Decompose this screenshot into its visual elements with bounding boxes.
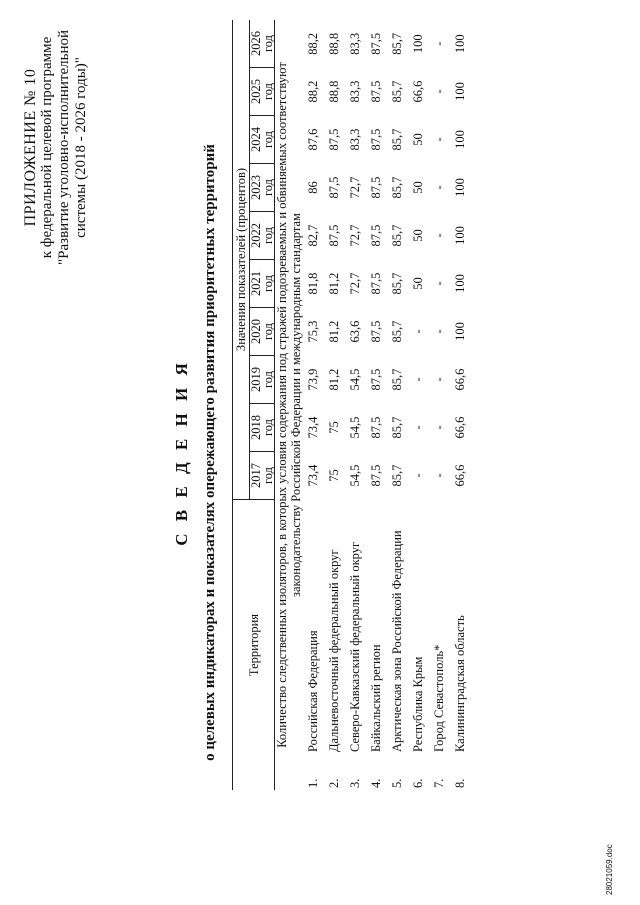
indicator-text: Количество следственных изоляторов, в которых условия содержания под стражей подозреваемых и обвиняемых соответствуют <box>275 62 289 748</box>
year-unit: год <box>261 418 275 437</box>
value-cell: 87,5 <box>369 80 383 103</box>
year-header <box>250 212 275 260</box>
year-header <box>250 404 275 452</box>
value-cell: 83,3 <box>348 32 362 55</box>
value-cell: 100 <box>453 130 467 149</box>
value-cell: 88,2 <box>306 32 320 55</box>
document-title: С В Е Д Е Н И Я <box>172 359 191 546</box>
value-cell: 73,4 <box>306 416 320 439</box>
territory-header-label: Территория <box>246 613 261 677</box>
value-cell: - <box>432 185 446 190</box>
year-header <box>250 20 275 68</box>
value-cell: 63,6 <box>348 320 362 343</box>
value-cell: 75 <box>327 469 341 482</box>
year-label: 2026 <box>249 31 263 56</box>
value-cell: 86 <box>306 181 320 194</box>
value-cell: 85,7 <box>390 80 404 103</box>
value-cell: 88,8 <box>327 80 341 103</box>
year-header <box>250 356 275 404</box>
value-cell: 100 <box>453 226 467 245</box>
indicators-table <box>232 20 471 790</box>
year-unit: год <box>261 226 275 245</box>
value-cell: 100 <box>453 274 467 293</box>
value-cell: 85,7 <box>390 464 404 487</box>
row-number: 7. <box>432 778 446 788</box>
value-cell: 87,5 <box>327 176 341 199</box>
value-cell: 75,3 <box>306 320 320 343</box>
value-cell: 72,7 <box>348 224 362 247</box>
territory-name: Республика Крым <box>411 656 425 752</box>
value-cell: 54,5 <box>348 464 362 487</box>
value-cell: 73,4 <box>306 464 320 487</box>
value-cell: 73,9 <box>306 368 320 391</box>
value-cell: 50 <box>411 133 425 146</box>
value-cell: 75 <box>327 421 341 434</box>
year-label: 2023 <box>249 175 263 200</box>
value-cell: 85,7 <box>390 32 404 55</box>
year-unit: год <box>261 130 275 149</box>
value-cell: - <box>411 377 425 382</box>
territory-name: Северо-Кавказский федеральный округ <box>348 541 362 752</box>
value-cell: 83,3 <box>348 80 362 103</box>
value-cell: 72,7 <box>348 176 362 199</box>
value-cell: 100 <box>453 34 467 54</box>
value-cell: 81,2 <box>327 368 341 391</box>
territory-name: Дальневосточный федеральный округ <box>327 549 341 752</box>
value-cell: 50 <box>411 229 425 242</box>
indicator-cell <box>275 20 304 790</box>
value-cell: 66,6 <box>453 416 467 439</box>
value-cell: - <box>432 329 446 334</box>
value-cell: 83,3 <box>348 128 362 151</box>
indicator-row <box>275 20 304 790</box>
territory-header <box>233 500 275 791</box>
value-cell: 88,2 <box>306 80 320 103</box>
row-number: 1. <box>306 778 320 788</box>
document-subtitle: о целевых индикаторах и показателях опережающего развития приоритетных территорий <box>202 144 218 761</box>
value-cell: 100 <box>453 178 467 197</box>
territory-name: Калининградская область <box>453 615 467 752</box>
value-cell: 66,6 <box>411 80 425 103</box>
year-label: 2020 <box>249 319 263 344</box>
table-row <box>429 20 450 790</box>
value-cell: 87,5 <box>369 272 383 295</box>
value-cell: 82,7 <box>306 224 320 247</box>
value-cell: 66,6 <box>453 368 467 391</box>
value-cell: 100 <box>411 34 425 54</box>
row-number: 8. <box>453 778 467 788</box>
year-header <box>250 308 275 356</box>
value-cell: - <box>432 473 446 478</box>
value-cell: 85,7 <box>390 416 404 439</box>
year-label: 2018 <box>249 415 263 440</box>
value-cell: - <box>432 377 446 382</box>
value-cell: 85,7 <box>390 272 404 295</box>
year-unit: год <box>261 466 275 485</box>
year-label: 2017 <box>249 463 263 488</box>
value-cell: 85,7 <box>390 128 404 151</box>
row-number: 6. <box>411 778 425 788</box>
value-cell: - <box>411 473 425 478</box>
value-cell: 85,7 <box>390 320 404 343</box>
value-cell: 54,5 <box>348 368 362 391</box>
row-number: 3. <box>348 778 362 788</box>
year-label: 2022 <box>249 223 263 248</box>
value-cell: 87,5 <box>369 320 383 343</box>
value-cell: 87,5 <box>369 224 383 247</box>
year-header <box>250 116 275 164</box>
value-cell: 72,7 <box>348 272 362 295</box>
value-cell: 100 <box>453 82 467 101</box>
appendix-line: к федеральной целевой программе <box>39 36 55 259</box>
value-cell: 87,5 <box>369 128 383 151</box>
year-unit: год <box>261 322 275 341</box>
year-label: 2025 <box>249 79 263 104</box>
table-body <box>275 20 472 790</box>
territory-name: Город Севастополь* <box>432 644 446 752</box>
value-cell: 85,7 <box>390 224 404 247</box>
row-number: 4. <box>369 778 383 788</box>
value-cell: 87,5 <box>369 368 383 391</box>
appendix-line: системы (2018 - 2026 годы)" <box>73 57 89 238</box>
value-cell: - <box>432 233 446 238</box>
values-header-label: Значения показателей (процентов) <box>234 167 248 352</box>
territory-name: Байкальский регион <box>369 644 383 752</box>
value-cell: 66,6 <box>453 464 467 487</box>
year-header <box>250 164 275 212</box>
row-number: 2. <box>327 778 341 788</box>
value-cell: 87,5 <box>327 128 341 151</box>
value-cell: 81,2 <box>327 320 341 343</box>
value-cell: 100 <box>453 322 467 341</box>
appendix-block <box>22 30 90 265</box>
value-cell: - <box>411 425 425 430</box>
row-number: 5. <box>390 778 404 788</box>
value-cell: 87,5 <box>369 176 383 199</box>
footer-filename: 28021059.doc <box>605 844 614 895</box>
value-cell: - <box>432 425 446 430</box>
year-label: 2024 <box>249 127 263 152</box>
value-cell: 87,5 <box>327 224 341 247</box>
year-unit: год <box>261 274 275 293</box>
table-row <box>366 20 387 790</box>
table-row <box>324 20 345 790</box>
value-cell: - <box>432 281 446 286</box>
year-unit: год <box>261 82 275 101</box>
value-cell: - <box>432 41 446 46</box>
table-row <box>387 20 408 790</box>
values-header <box>233 20 250 500</box>
appendix-number: ПРИЛОЖЕНИЕ № 10 <box>22 68 39 227</box>
year-unit: год <box>261 178 275 197</box>
value-cell: - <box>411 329 425 334</box>
table-row <box>303 20 324 790</box>
value-cell: 85,7 <box>390 176 404 199</box>
value-cell: 54,5 <box>348 416 362 439</box>
value-cell: 81,2 <box>327 272 341 295</box>
year-header <box>250 68 275 116</box>
year-header <box>250 260 275 308</box>
value-cell: - <box>432 89 446 94</box>
year-label: 2019 <box>249 367 263 392</box>
territory-name: Российская Федерация <box>306 630 320 752</box>
year-header <box>250 452 275 500</box>
value-cell: 50 <box>411 277 425 290</box>
value-cell: 87,5 <box>369 416 383 439</box>
indicator-text: законодательству Российской Федерации и международным стандартам <box>289 213 303 597</box>
appendix-line: "Развитие уголовно-исполнительной <box>56 30 72 265</box>
value-cell: 87,5 <box>369 464 383 487</box>
value-cell: 87,6 <box>306 128 320 151</box>
value-cell: 88,8 <box>327 32 341 55</box>
table-row <box>345 20 366 790</box>
year-unit: год <box>261 370 275 389</box>
year-label: 2021 <box>249 271 263 296</box>
value-cell: - <box>432 137 446 142</box>
territory-name: Арктическая зона Российской Федерации <box>390 530 404 752</box>
value-cell: 50 <box>411 181 425 194</box>
year-unit: год <box>261 34 275 53</box>
value-cell: 87,5 <box>369 32 383 55</box>
table-row <box>450 20 471 790</box>
value-cell: 81,8 <box>306 272 320 295</box>
table-row <box>408 20 429 790</box>
value-cell: 85,7 <box>390 368 404 391</box>
